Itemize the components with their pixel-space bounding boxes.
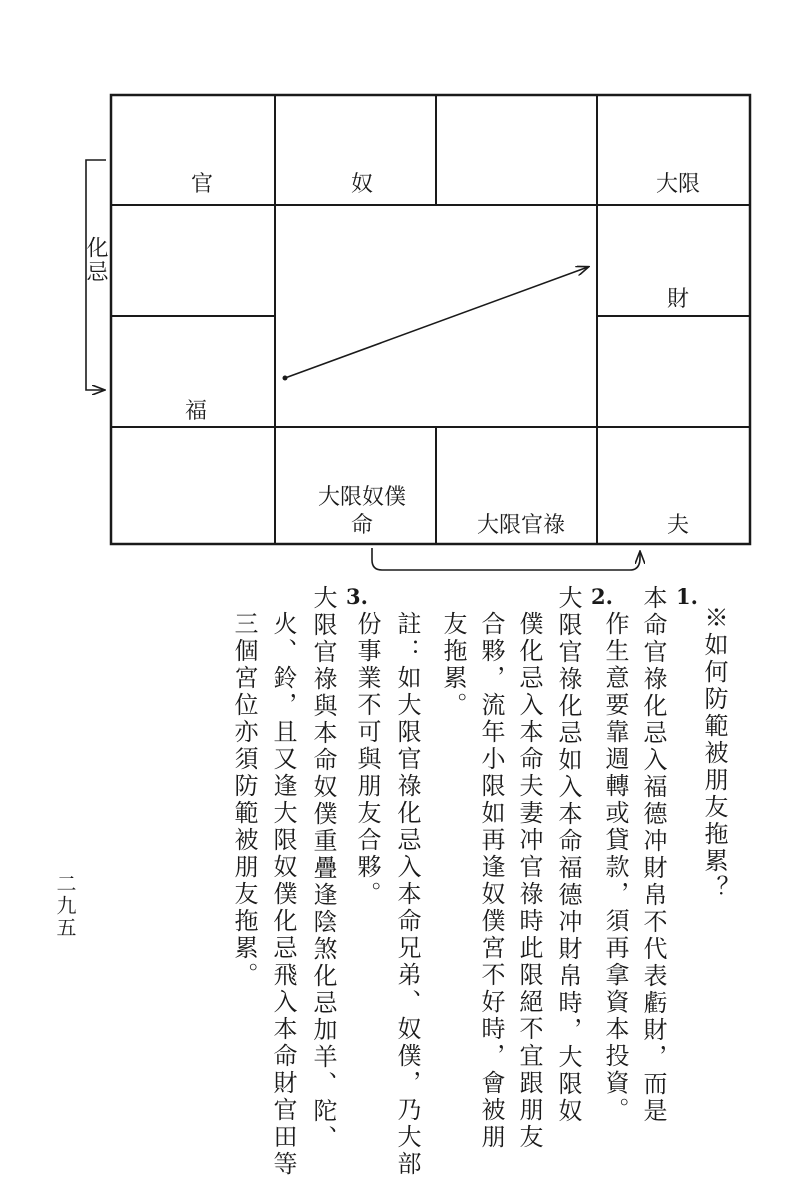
item-2-col-4: 友拖累。 [439,611,467,719]
palace-label-cai: 財 [666,287,690,312]
item-1-number: 1. [676,584,698,609]
item-2-text-1: 大限官祿化忌如入本命福德冲財帛時，大限奴 [554,585,582,1125]
palace-label-fu-blessing: 福 [184,399,208,424]
item-3-number: 3. [346,584,368,609]
item-1-col-2: 作生意要靠週轉或貸款，須再拿資本投資。 [601,611,629,1124]
item-1-col-1 [636,585,704,1125]
chart-outer-border [111,95,750,544]
item-3-col-3: 三個宮位亦須防範被朋友拖累。 [230,611,258,989]
hua-ji-label: 化忌 [83,236,108,284]
item-2-number: 2. [591,584,613,609]
item-3-text-1: 大限官祿與本命奴僕重疊逢陰煞化忌加羊、陀、 [309,585,337,1152]
item-1-text-1: 本命官祿化忌入福德冲財帛不代表虧財，而是 [639,585,667,1125]
item-3-col-1 [306,585,374,1152]
item-2-col-2: 僕化忌入本命夫妻冲官祿時此限絕不宜跟朋友 [515,611,543,1151]
item-2-col-3: 合夥，流年小限如再逢奴僕宮不好時，會被朋 [477,611,505,1151]
palace-label-ming: 命 [350,513,374,538]
palace-label-fu-spouse: 夫 [666,513,690,538]
palace-label-daxian-guanlu: 大限官祿 [476,513,566,538]
palace-label-daxian-nupu: 大限奴僕 [317,485,407,510]
palace-label-guan: 官 [190,172,214,197]
palace-label-nu: 奴 [350,172,374,197]
item-2-col-1 [551,585,619,1125]
heading: ※如何防範被朋友拖累？ [700,605,728,902]
page-number: 二九五 [53,873,77,939]
item-3-col-2: 火、鈴，且又逢大限奴僕化忌飛入本命財官田等 [269,611,297,1178]
note-col-2: 份事業不可與朋友合夥。 [353,611,381,908]
palace-label-daxian: 大限 [655,172,701,197]
bottom-curve-arrow [372,548,640,570]
diagonal-arrow [285,267,588,378]
note-col-1: 註：如大限官祿化忌入本命兄弟、奴僕，乃大部 [393,611,421,1178]
